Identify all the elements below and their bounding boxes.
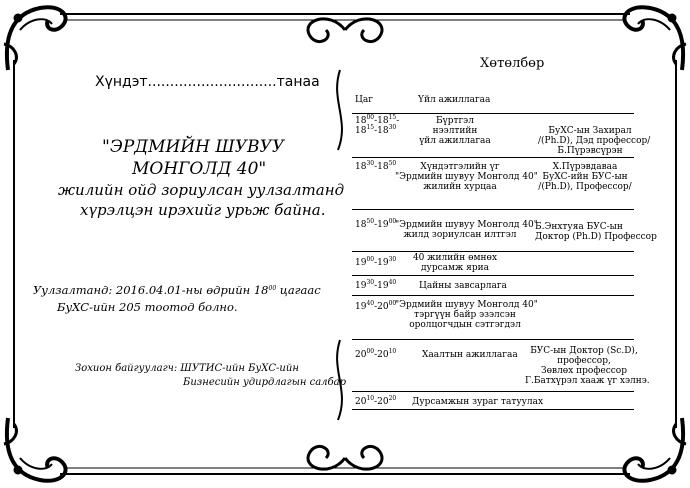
row-6-rule	[352, 339, 634, 340]
row-1-rule	[352, 157, 634, 158]
row-1-activity: Бүртгэл нээлтийн үйл ажиллагаа	[419, 116, 491, 146]
invitation-title-line2: МОНГОЛД 40"	[132, 159, 267, 179]
invitation-title-line1: "ЭРДМИЙН ШУВУУ	[102, 137, 285, 157]
organizer-line1: Зохион байгуулагч: ШУТИС-ийн БуХС-ийн	[75, 363, 299, 374]
column-header-time: Цаг	[355, 95, 373, 105]
row-3-rule	[352, 251, 634, 252]
row-2-activity: Хүндэтгэлийн үг "Эрдмийн шувуу Монголд 40" жилийн хурцаа	[395, 162, 538, 192]
row-4-rule	[352, 275, 634, 276]
row-7-rule	[352, 391, 634, 392]
row-3-activity: "Эрдмийн шувуу Монголд 40" жилд зориулсан илтгэл	[395, 220, 538, 240]
row-2-rule	[352, 209, 634, 210]
meeting-info-sup: 00	[268, 285, 277, 292]
row-8-time: $20^{10}-20^{20}$	[355, 395, 397, 407]
row-3-presenter: Б.Энхтуяа БУС-ын Доктор (Ph.D) Профессор	[535, 222, 657, 242]
meeting-info-line1	[33, 283, 321, 297]
row-1-presenter: БуХС-ын Захирал /(Ph.D), Дэд профессор/ Б.Пүрэвсүрэн	[538, 126, 651, 156]
row-7-activity: Хаалтын ажиллагаа	[422, 350, 518, 360]
row-6-activity: "Эрдмийн шувуу Монголд 40" тэргүүн байр эзэлсэн оролцогчдын сэтгэгдэл	[395, 300, 538, 330]
invitation-subtitle-line2: хүрэлцэн ирэхийг урьж байна.	[80, 201, 326, 219]
meeting-info-post: цагаас	[276, 283, 321, 297]
organizer-line2: Бизнесийн удирдлагын салбар	[183, 377, 347, 388]
row-8-activity: Дурсамжын зураг татуулах	[412, 397, 544, 407]
row-3-time: $18^{50}-19^{00}$	[355, 218, 397, 230]
program-heading: Хөтөлбөр	[480, 56, 545, 71]
row-1-time: $18^{00}-18^{15}-$ $18^{15}-18^{30}$	[355, 114, 400, 136]
row-4-activity: 40 жилийн өмнөх дурсамж яриа	[412, 253, 498, 273]
invitation-subtitle-line1: жилийн ойд зориулсан уулзалтанд	[58, 181, 345, 199]
row-6-time: $19^{40}-20^{00}$	[355, 300, 397, 312]
row-7-presenter: БУС-ын Доктор (Sc.D), профессор, Зөвлөх профессор Г.Батхүрэл хааж үг хэлнэ.	[525, 346, 650, 386]
column-header-activity: Үйл ажиллагаа	[418, 95, 491, 105]
row-7-time: $20^{00}-20^{10}$	[355, 348, 397, 360]
meeting-info-line2: БуХС-ийн 205 тоотод болно.	[57, 300, 238, 314]
row-2-presenter: Х.Пүрэвдаваа БуХС-ийн БУС-ын /(Ph.D), Профессор/	[538, 162, 632, 192]
row-5-rule	[352, 295, 634, 296]
row-4-time: $19^{00}-19^{30}$	[355, 256, 397, 268]
row-5-time: $19^{30}-19^{40}$	[355, 279, 397, 291]
meeting-info-pre: Уулзалтанд: 2016.04.01-ны өдрийн 18	[33, 283, 269, 297]
row-2-time: $18^{30}-18^{50}$	[355, 160, 397, 172]
row-8-rule	[352, 409, 634, 410]
row-5-activity: Цайны завсарлага	[419, 281, 507, 291]
greeting-line: Хүндэт.............................танаа	[95, 74, 320, 90]
